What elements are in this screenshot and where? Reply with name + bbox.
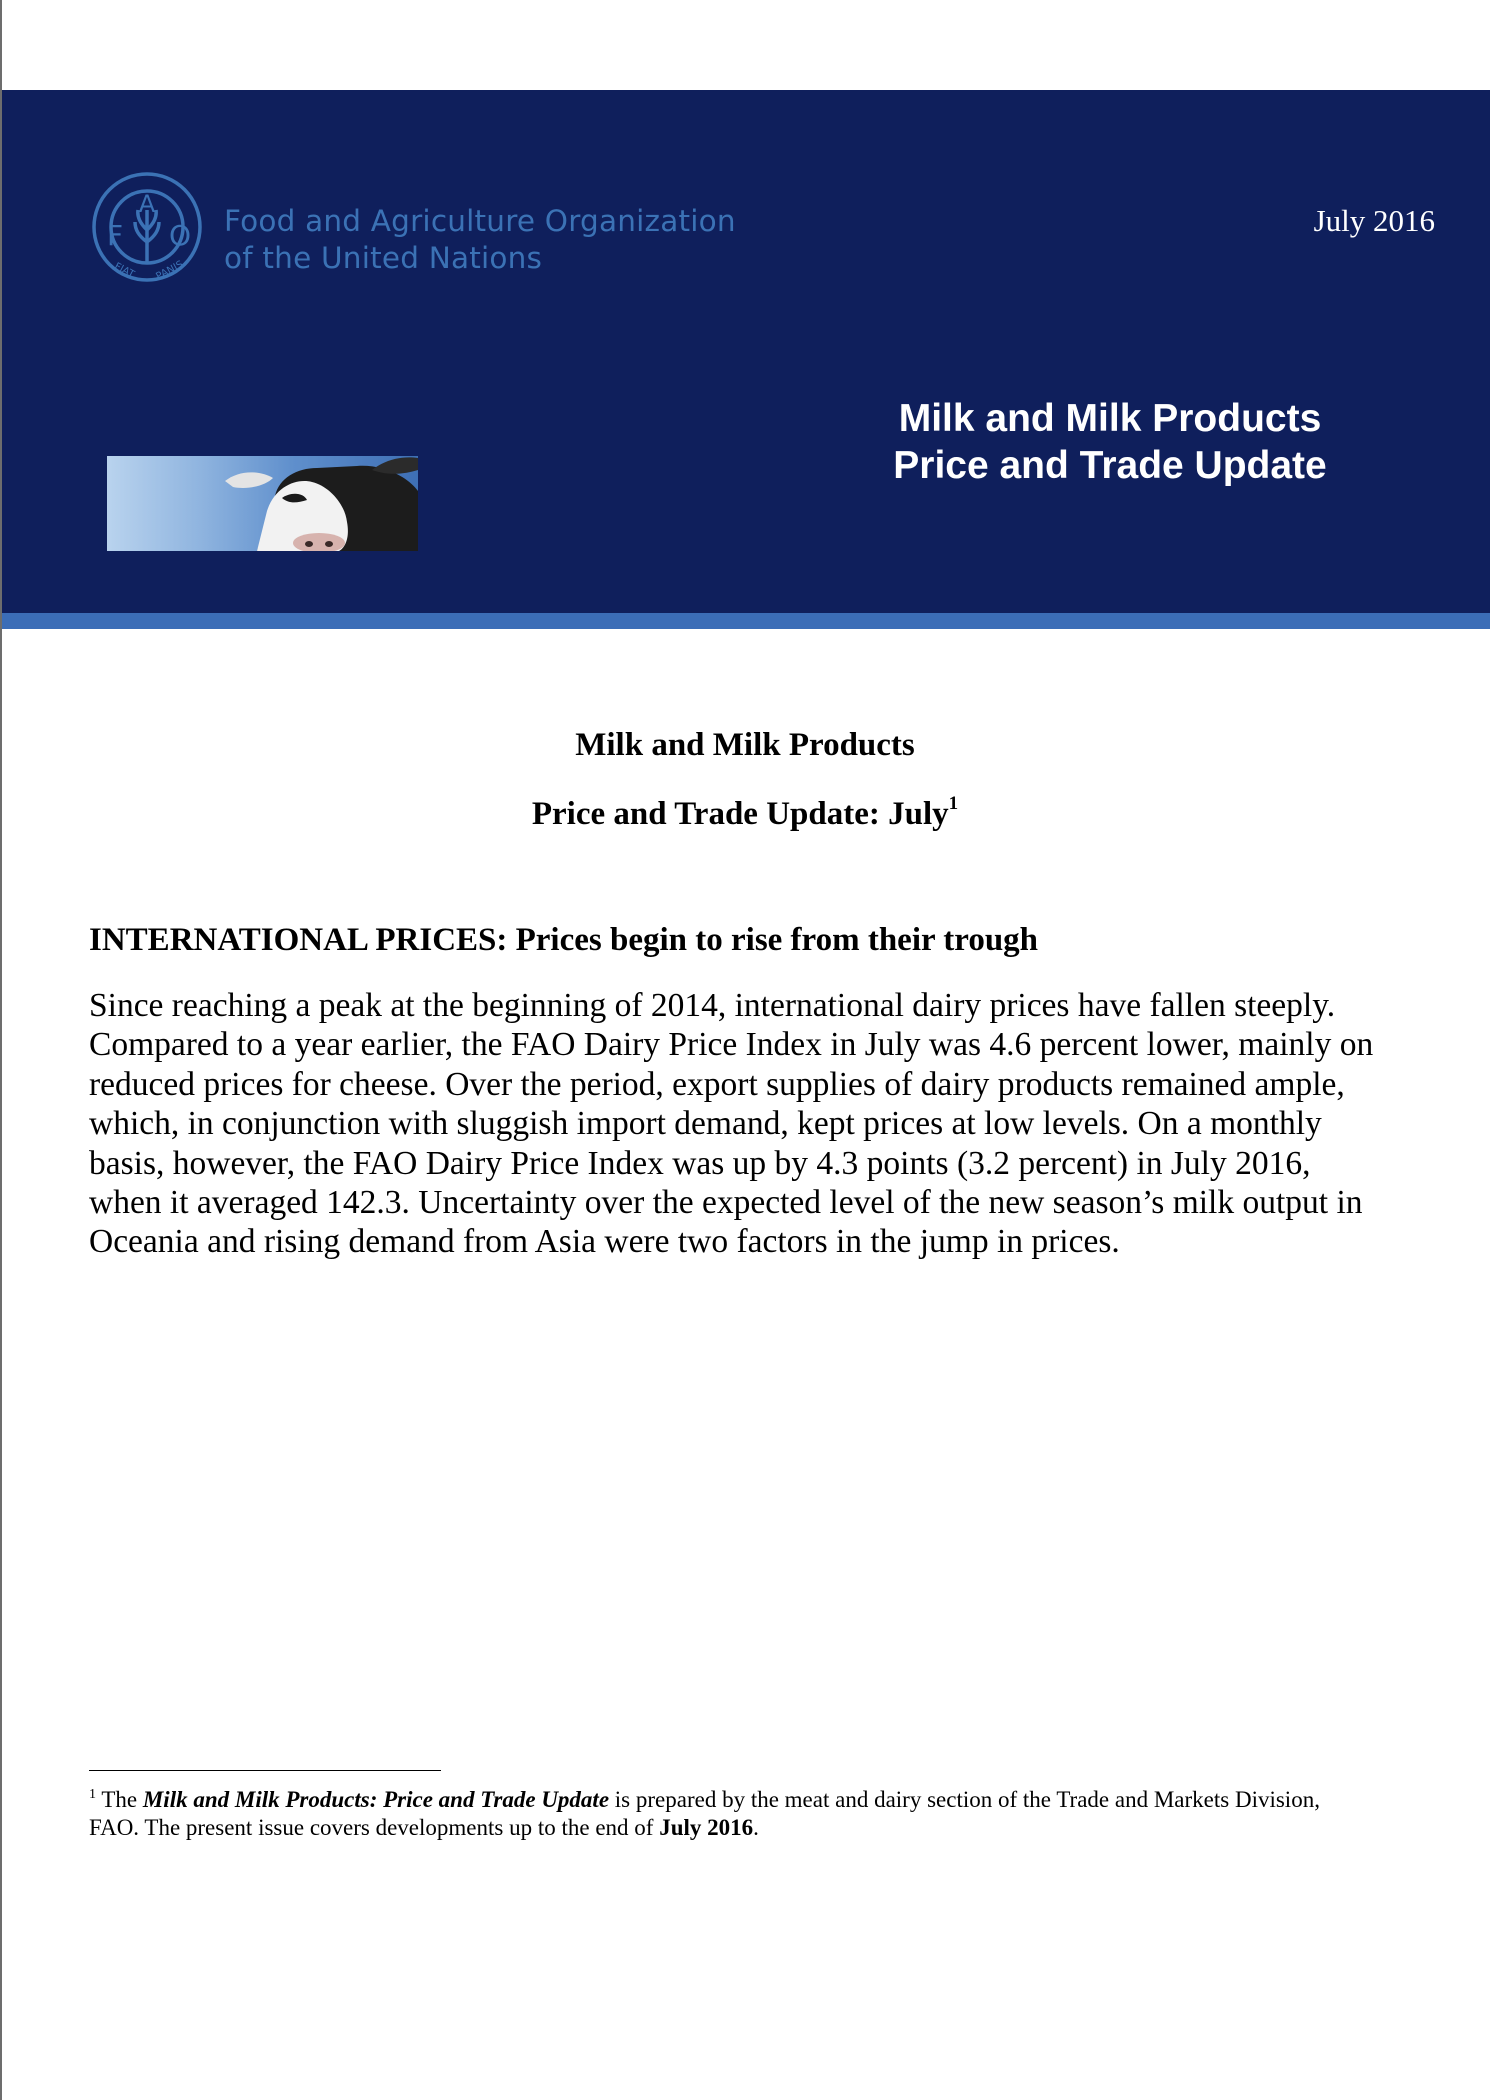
section-heading: INTERNATIONAL PRICES: Prices begin to rise from their trough [89, 922, 1039, 958]
footnote-publication-title: Milk and Milk Products: Price and Trade Update [142, 1787, 610, 1812]
logo-letter-f: F [106, 219, 124, 252]
document-heading-line2-text: Price and Trade Update: July [531, 796, 949, 832]
footnote-line1 [89, 1786, 1409, 1814]
logo-motto-right: PANIS [154, 259, 186, 283]
fao-logo-icon [90, 170, 205, 288]
cow-photo [107, 456, 418, 551]
paragraph-line: which, in conjunction with sluggish import demand, kept prices at low levels. On a monthly [89, 1105, 1322, 1143]
paragraph-line: Compared to a year earlier, the FAO Dairy Price Index in July was 4.6 percent lower, mainly on [89, 1026, 1374, 1064]
paragraph-line: when it averaged 142.3. Uncertainty over the expected level of the new season’s milk output in [89, 1184, 1363, 1222]
issue-date: July 2016 [1313, 203, 1435, 238]
paragraph-line: reduced prices for cheese. Over the period, export supplies of dairy products remained ample, [89, 1065, 1345, 1103]
footnote [89, 1786, 1409, 1842]
footnote-line2 [89, 1814, 1409, 1842]
banner-title-line1: Milk and Milk Products [898, 397, 1322, 440]
paragraph-line: Oceania and rising demand from Asia were two factors in the jump in prices. [89, 1223, 1120, 1261]
footnote-mark: 1 [89, 1787, 96, 1802]
document-heading-line1: Milk and Milk Products [575, 727, 915, 763]
footnote-emphasis-period: July 2016 [659, 1815, 754, 1840]
footnote-the: The [101, 1787, 138, 1812]
org-name-line1: Food and Agriculture Organization [224, 204, 736, 238]
logo-letter-a: A [138, 190, 156, 218]
paragraph-line: basis, however, the FAO Dairy Price Index was up by 4.3 points (3.2 percent) in July 2016, [89, 1144, 1311, 1182]
banner-title-line2: Price and Trade Update [893, 444, 1327, 487]
banner-title [870, 395, 1350, 489]
logo-letter-o: O [168, 219, 192, 252]
body-paragraph [89, 986, 1409, 1262]
org-name [224, 203, 736, 277]
footnote-end-punct: . [753, 1815, 759, 1840]
footnote-text-line1: is prepared by the meat and dairy section of the Trade and Markets Division, [614, 1787, 1320, 1812]
footnote-separator [89, 1770, 441, 1771]
header-stripe [2, 613, 1490, 629]
org-name-line2: of the United Nations [224, 241, 543, 275]
footnote-reference: 1 [948, 793, 959, 814]
logo-motto-left: FIAT [112, 261, 136, 281]
footnote-text-line2: FAO. The present issue covers developments up to the end of [89, 1815, 654, 1840]
document-heading-line2 [0, 793, 1490, 833]
paragraph-line: Since reaching a peak at the beginning of 2014, international dairy prices have fallen steeply. [89, 987, 1336, 1024]
